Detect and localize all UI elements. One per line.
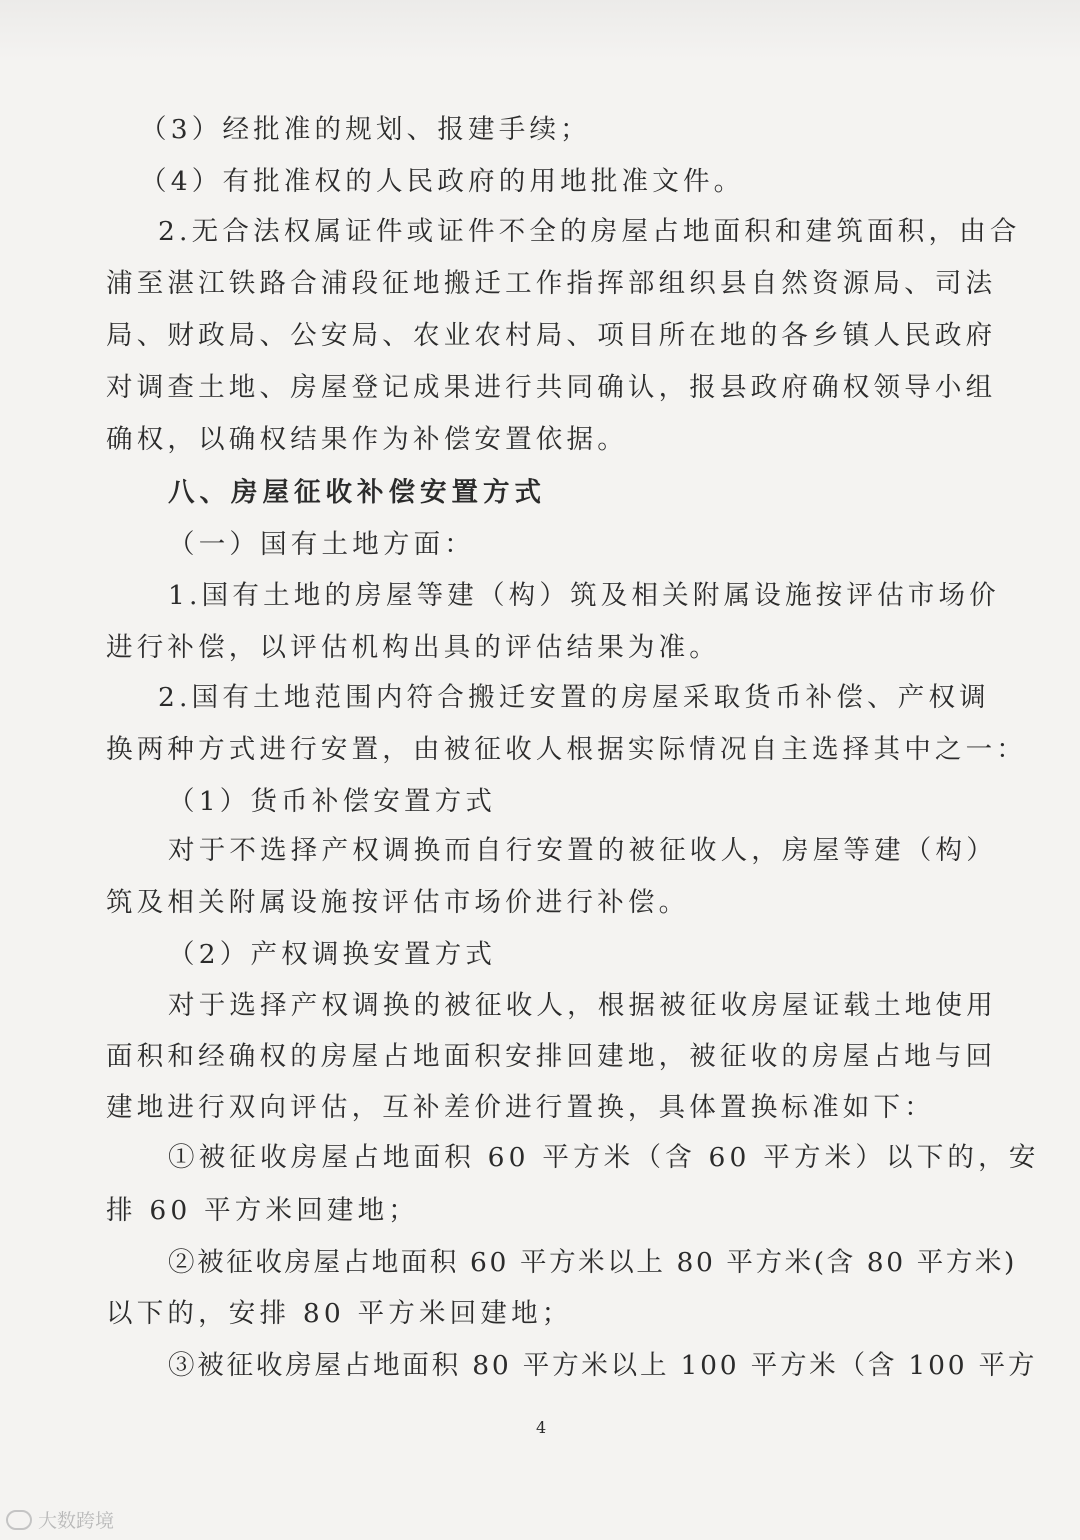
section-heading: 八、房屋征收补偿安置方式 <box>168 477 546 508</box>
text-line-15: 对于不选择产权调换而自行安置的被征收人，房屋等建（构） <box>168 835 997 866</box>
text-line-17: （2）产权调换安置方式 <box>168 939 497 970</box>
text-line-1: （3）经批准的规划、报建手续； <box>140 114 591 145</box>
watermark-text: 大数跨境 <box>38 1510 115 1532</box>
text-line-2: （4）有批准权的人民政府的用地批准文件。 <box>140 166 745 197</box>
text-line-18: 对于选择产权调换的被征收人，根据被征收房屋证载土地使用 <box>168 990 997 1021</box>
text-line-24: 以下的，安排 80 平方米回建地； <box>106 1298 573 1329</box>
text-line-4: 浦至湛江铁路合浦段征地搬迁工作指挥部组织县自然资源局、司法 <box>106 268 997 299</box>
text-line-23: ②被征收房屋占地面积 60 平方米以上 80 平方米(含 80 平方米) <box>168 1247 1017 1278</box>
text-line-12: 2.国有土地范围内符合搬迁安置的房屋采取货币补偿、产权调 <box>158 682 990 713</box>
text-line-11: 进行补偿，以评估机构出具的评估结果为准。 <box>106 632 720 663</box>
text-line-14: （1）货币补偿安置方式 <box>168 786 497 817</box>
watermark <box>6 1506 114 1533</box>
text-line-20: 建地进行双向评估，互补差价进行置换，具体置换标准如下： <box>106 1092 935 1123</box>
text-line-22: 排 60 平方米回建地； <box>106 1195 419 1226</box>
text-line-5: 局、财政局、公安局、农业农村局、项目所在地的各乡镇人民政府 <box>106 320 997 351</box>
subsection-heading: （一）国有土地方面： <box>168 529 475 560</box>
text-line-25: ③被征收房屋占地面积 80 平方米以上 100 平方米（含 100 平方 <box>168 1350 1038 1381</box>
scan-shadow <box>0 0 1080 60</box>
watermark-logo-icon <box>6 1510 32 1530</box>
text-line-13: 换两种方式进行安置，由被征收人根据实际情况自主选择其中之一： <box>106 734 1027 765</box>
text-line-7: 确权，以确权结果作为补偿安置依据。 <box>106 424 628 455</box>
page-number: 4 <box>536 1418 547 1437</box>
text-line-3: 2.无合法权属证件或证件不全的房屋占地面积和建筑面积，由合 <box>158 216 1021 247</box>
text-line-6: 对调查土地、房屋登记成果进行共同确认，报县政府确权领导小组 <box>106 372 997 403</box>
text-line-16: 筑及相关附属设施按评估市场价进行补偿。 <box>106 887 690 918</box>
text-line-19: 面积和经确权的房屋占地面积安排回建地，被征收的房屋占地与回 <box>106 1041 997 1072</box>
text-line-10: 1.国有土地的房屋等建（构）筑及相关附属设施按评估市场价 <box>168 580 1000 611</box>
text-line-21: ①被征收房屋占地面积 60 平方米（含 60 平方米）以下的，安 <box>168 1142 1040 1173</box>
